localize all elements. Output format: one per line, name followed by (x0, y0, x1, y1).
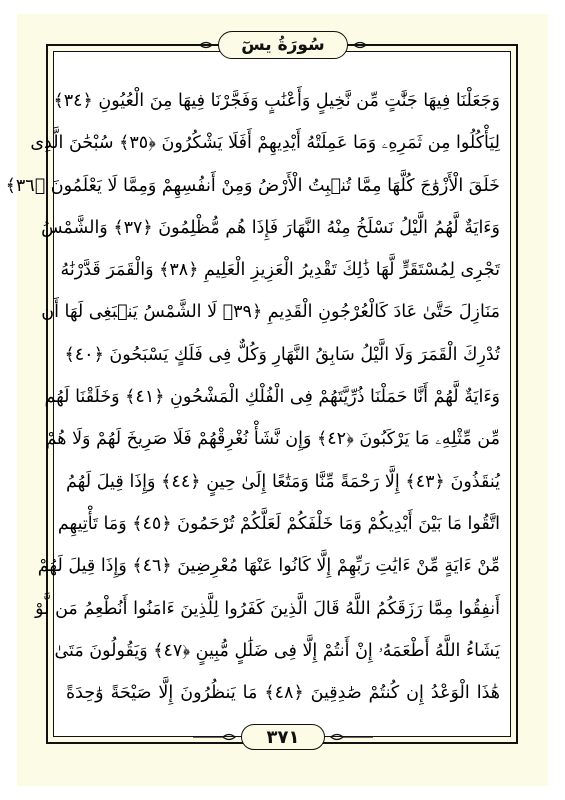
text-line: مِّن مِّثْلِهِۦ مَا يَرْكَبُونَ ﴿٤٢﴾ وَإِن نَّشَأْ نُغْرِقْهُمْ فَلَا صَرِيخَ لَهُمْ وَلَا هُمْ (45, 429, 500, 450)
text-line: وَءَايَةٌ لَّهُمْ أَنَّا حَمَلْنَا ذُرِّيَّتَهُمْ فِى الْفُلْكِ الْمَشْحُونِ ﴿٤١﴾ وَخَلَقْنَا لَهُم (44, 387, 500, 408)
footer-ornament-left (193, 732, 237, 742)
text-line: وَجَعَلْنَا فِيهَا جَنَّٰتٍ مِّن نَّخِيلٍ وَأَعْنَٰبٍ وَفَجَّرْنَا فِيهَا مِنَ الْعُيُونِ ﴿٣٤﴾ (53, 91, 500, 111)
text-line: اتَّقُوا مَا بَيْنَ أَيْدِيكُمْ وَمَا خَلْفَكُمْ لَعَلَّكُمْ تُرْحَمُونَ ﴿٤٥﴾ وَمَا تَأْتِيهِم (57, 513, 500, 534)
text-line: وَءَايَةٌ لَّهُمُ الَّيْلُ نَسْلَخُ مِنْهُ النَّهَارَ فَإِذَا هُم مُّظْلِمُونَ ﴿٣٧﴾ وَالشَّمْسُ (41, 217, 500, 238)
text-line: مِّنْ ءَايَةٍ مِّنْ ءَايَٰتِ رَبِّهِمْ إِلَّا كَانُوا عَنْهَا مُعْرِضِينَ ﴿٤٦﴾ وَإِذَا قِيلَ لَهُمْ (37, 556, 500, 577)
page-number: ٣٧١ (266, 726, 300, 748)
text-line: هَٰذَا الْوَعْدُ إِن كُنتُمْ صَٰدِقِينَ ﴿٤٨﴾ مَا يَنظُرُونَ إِلَّا صَيْحَةً وَٰحِدَةً (66, 683, 500, 704)
page-number-cartouche (241, 724, 325, 750)
header-ornament-left (170, 40, 214, 50)
text-line: مَنَازِلَ حَتَّىٰ عَادَ كَالْعُرْجُونِ الْقَدِيمِ ﴿٣٩﴾ لَا الشَّمْسُ يَنۢبَغِى لَهَا أَن (41, 302, 500, 323)
quran-text-block (5, 80, 500, 714)
text-line: خَلَقَ الْأَزْوَٰجَ كُلَّهَا مِمَّا تُنۢبِتُ الْأَرْضُ وَمِنْ أَنفُسِهِمْ وَمِمَّا لَا يَعْلَمُونَ ﴿٣٦﴾ (5, 175, 500, 196)
surah-title: سُورَةُ يسٓ (241, 35, 325, 55)
text-line: تَجْرِى لِمُسْتَقَرٍّ لَّهَا ذَٰلِكَ تَقْدِيرُ الْعَزِيزِ الْعَلِيمِ ﴿٣٨﴾ وَالْقَمَرَ قَدَّرْنَٰهُ (60, 260, 500, 281)
text-line: يَشَاءُ اللَّهُ أَطْعَمَهُۥ إِنْ أَنتُمْ إِلَّا فِى ضَلَٰلٍ مُّبِينٍ ﴿٤٧﴾ وَيَقُولُونَ مَتَىٰ (54, 640, 500, 661)
text-line: لِيَأْكُلُوا مِن ثَمَرِهِۦ وَمَا عَمِلَتْهُ أَيْدِيهِمْ أَفَلَا يَشْكُرُونَ ﴿٣٥﴾ سُبْحَٰنَ الَّذِى (30, 133, 500, 154)
text-line: تُدْرِكَ الْقَمَرَ وَلَا الَّيْلُ سَابِقُ النَّهَارِ وَكُلٌّ فِى فَلَكٍ يَسْبَحُونَ ﴿٤٠﴾ (64, 344, 500, 365)
surah-title-cartouche (218, 31, 348, 59)
text-line: يُنقَذُونَ ﴿٤٣﴾ إِلَّا رَحْمَةً مِّنَّا وَمَتَٰعًا إِلَىٰ حِينٍ ﴿٤٤﴾ وَإِذَا قِيلَ لَهُمُ (66, 471, 500, 492)
header-ornament-right (352, 40, 396, 50)
text-line: أَنفِقُوا مِمَّا رَزَقَكُمُ اللَّهُ قَالَ الَّذِينَ كَفَرُوا لِلَّذِينَ ءَامَنُوا أَنُطْعِمُ مَن لَّوْ (35, 598, 500, 619)
footer-ornament-right (329, 732, 373, 742)
